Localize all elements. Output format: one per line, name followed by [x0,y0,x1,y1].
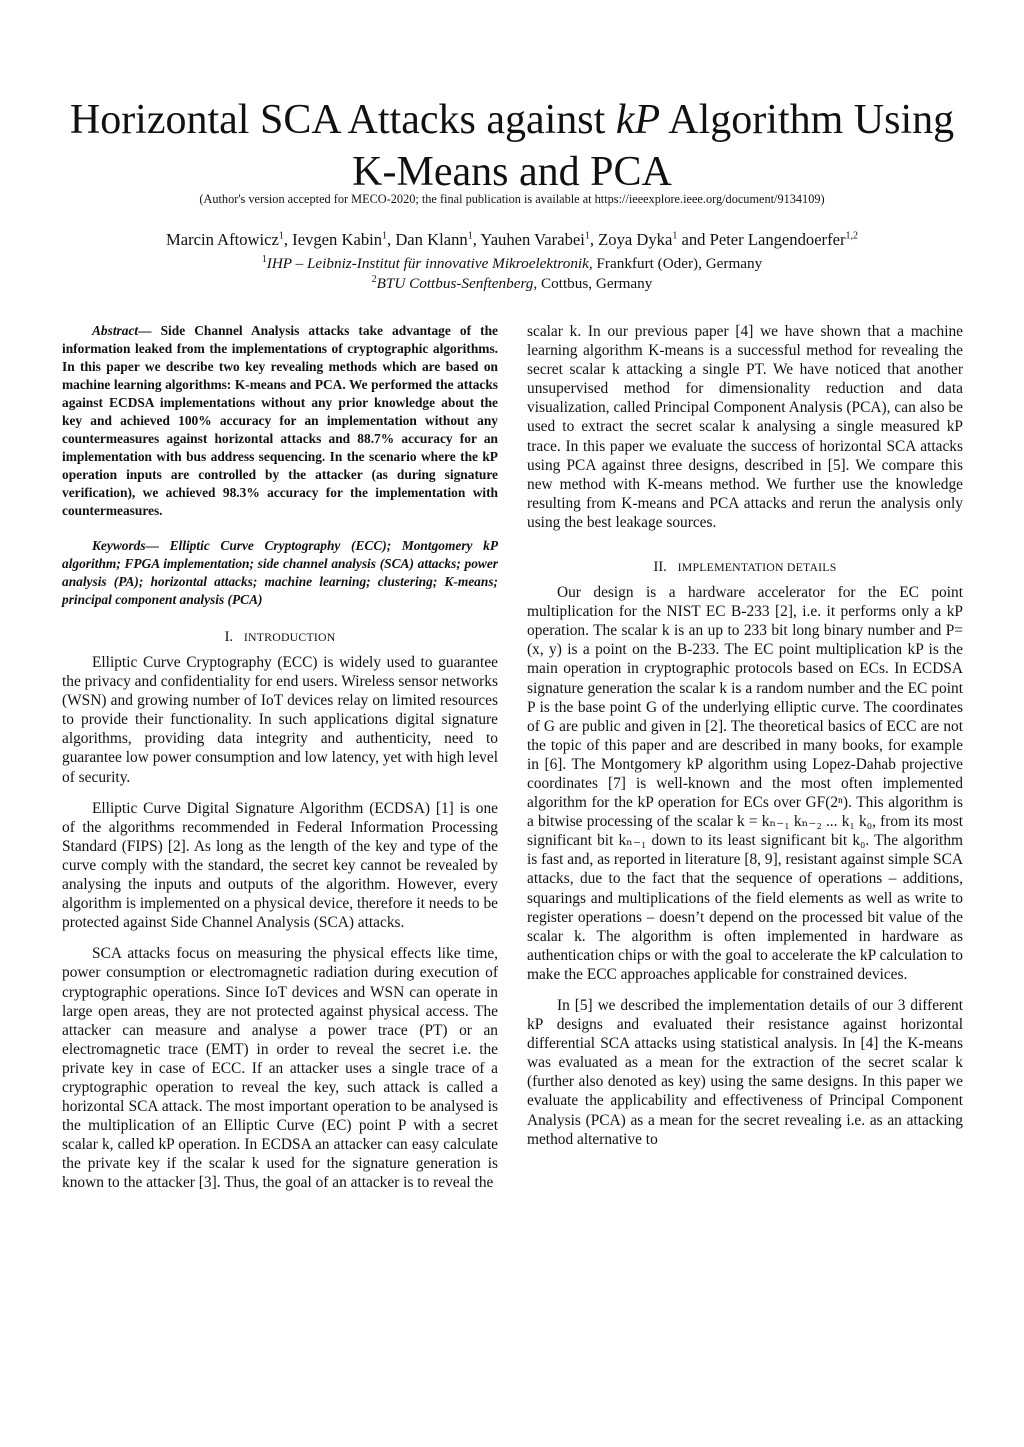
abstract-label: Abstract [92,323,139,338]
section-number: I. [224,629,234,645]
author-separator: and [677,230,710,249]
keywords: Keywords— Elliptic Curve Cryptography (ECC); Montgomery kP algorithm; FPGA implementation; side channel analysis (SCA) attacks; power analysis (PA); horizontal attacks; machine learning; clustering; K-means; principal component analysis (PCA) [62,538,498,607]
author-affil-mark: 1,2 [845,230,858,242]
abstract-text: — Side Channel Analysis attacks take advantage of the information leaked from the implementations of cryptographic algorithms. In this paper we describe two key revealing methods which are based on machine learning algorithms: K-means and PCA. We performed the attacks against ECDSA implementations without any prior knowledge about the key and achieved 100% accuracy for an implementation without any countermeasures against horizontal attacks and 88.7% accuracy for an implementation with bus address sequencing. In the scenario where the kP operation inputs are controlled by the attacker (as during signature verification), we achieved 98.3% accuracy for the implementation with countermeasures. [62,323,498,518]
author-name: Yauhen Varabei [480,230,585,249]
paragraph: Elliptic Curve Cryptography (ECC) is widely used to guarantee the privacy and confidentiality for end users. Wireless sensor networks (WSN) and growing number of IoT devices relay on limited resources to provide their functionality. In such applications digital signature algorithms, providing data integrity and authenticity, need to guarantee low power consumption and low latency, yet with high level of security. [62,654,498,786]
paragraph: Elliptic Curve Digital Signature Algorithm (ECDSA) [1] is one of the algorithms recommended in Federal Information Processing Standard (FIPS) [2]. As long as the length of the key and type of the curve comply with the standard, the secret key cannot be revealed by analysing the inputs and outputs of the algorithm. However, every algorithm is implemented on a physical device, therefore it needs to be protected against Side Channel Analysis (SCA) attacks. [62,799,498,932]
author-separator: , [472,230,481,249]
affiliation-mark: 2 [371,273,377,285]
author-separator: , [589,230,599,249]
version-note: (Author's version accepted for MECO-2020; the final publication is available at https://ieeexplore.ieee.org/document/9134109) [199,192,825,206]
section-title: INTRODUCTION [243,630,336,644]
author-affil-mark: 1 [584,230,590,242]
paragraph: In [5] we described the implementation details of our 3 different kP designs and evaluated their resistance against horizontal differential SCA attacks using statistical analysis. In [4] the K-means was evaluated as a mean for the extraction of the secret scalar k (further also denoted as key) using the same designs. In this paper we evaluate the applicability and effectiveness of Principal Component Analysis (PCA) as a mean for the secret revealing i.e. as an attacking method alternative to [527,997,963,1148]
author-name: Marcin Aftowicz [165,230,279,249]
left-column [62,322,498,1193]
paragraph: Our design is a hardware accelerator for the EC point multiplication for the NIST EC B-233 [2], i.e. it performs only a kP operation. The scalar k is an up to 233 bit long binary number and P=(x, y) is a point on the B-233. The EC point multiplication kP is the main operation in cryptographic protocols based on ECs. In ECDSA signature generation the scalar k is a random number and the EC point P is the base point G of the underlying elliptic curve. The coordinates of G are public and given in [2]. The theoretical basics of ECC are not the topic of this paper and are described in many books, for example in [6]. The Montgomery kP algorithm using Lopez-Dahab projective coordinates [7] is well-known and the most often implemented algorithm for the kP operation for ECs over GF(2ⁿ). This algorithm is a bitwise processing of the scalar k = kₙ₋₁ kₙ₋₂ ... k₁ k₀, from its most significant bit kₙ₋₁ down to its least significant bit k₀. The algorithm is fast and, as reported in literature [8, 9], resistant against simple SCA attacks, due to the fact that the sequence of operations – additions, squarings and multiplications of the field elements as well as write to register operations – doesn’t depend on the processed bit value of the scalar k. The algorithm is often implemented in hardware as authentication chips or with the goal to accelerate the kP calculation to make the ECC approaches applicable for constrained devices. [527,584,963,983]
affiliation-1 [40,254,984,274]
section-heading-introduction [62,628,498,646]
abstract [62,322,498,520]
author-separator: , [283,230,293,249]
section-number: II. [653,559,667,576]
affiliation-place: Cottbus, Germany [537,275,653,292]
author-affil-mark: 1 [672,230,678,242]
author-name: Ievgen Kabin [292,230,383,249]
title-line-2: K-Means and PCA [352,149,672,195]
section-title: IMPLEMENTATION DETAILS [677,560,837,575]
paragraph: scalar k. In our previous paper [4] we have shown that a machine learning algorithm K-means is a successful method for revealing the secret scalar k attacking a single PT. We have noticed that another unsupervised method for dimensionality reduction and data visualization, called Principal Component Analysis (PCA), can also be used to extract the secret scalar k analysing a single measured kP trace. In this paper we evaluate the success of horizontal SCA attacks using PCA against three designs, described in [5]. We compare this new method with K-means method. We further use the knowledge resulting from K-means and PCA attacks and rerun the analysis only using the best leakage sources. [527,323,963,531]
title-part-a: Horizontal SCA Attacks against [69,97,616,143]
author-list [40,229,984,251]
affiliation-2 [40,274,984,294]
author-affil-mark: 1 [467,230,473,242]
author-name: Dan Klann [395,230,468,249]
author-separator: , [387,230,396,249]
right-column [527,322,963,1149]
author-affil-mark: 1 [382,230,388,242]
author-name: Zoya Dyka [598,230,673,249]
author-name: Peter Langendoerfer [709,230,846,249]
title-part-b: Algorithm Using [660,97,955,143]
title-kp: kP [615,97,661,143]
affiliation-name: IHP – Leibniz-Institut für innovative Mikroelektronik, [266,255,593,272]
author-affil-mark: 1 [278,230,284,242]
affiliation-place: Frankfurt (Oder), Germany [592,255,763,272]
paragraph: SCA attacks focus on measuring the physical effects like time, power consumption or electromagnetic radiation during execution of cryptographic operations. Since IoT devices and WSN can operate in large open areas, they are not protected against physical access. The attacker can measure and analyse a power trace (PT) or an electromagnetic trace (EMT) in order to reveal the secret i.e. the private key in case of ECC. If an attacker uses a single trace of a cryptographic operation to reveal the key, such attack is called a horizontal SCA attack. The most important operation to be analysed is the multiplication of an Elliptic Curve (EC) point P with a secret scalar k, called kP operation. In ECDSA an attacker can easy calculate the private key if the scalar k used for the signature generation is known to the attacker [3]. Thus, the goal of an attacker is to reveal the [62,945,498,1192]
paper-title [40,94,984,198]
section-heading-implementation [527,558,963,576]
affiliation-name: BTU Cottbus-Senftenberg, [376,275,538,292]
affiliation-mark: 1 [261,253,267,265]
